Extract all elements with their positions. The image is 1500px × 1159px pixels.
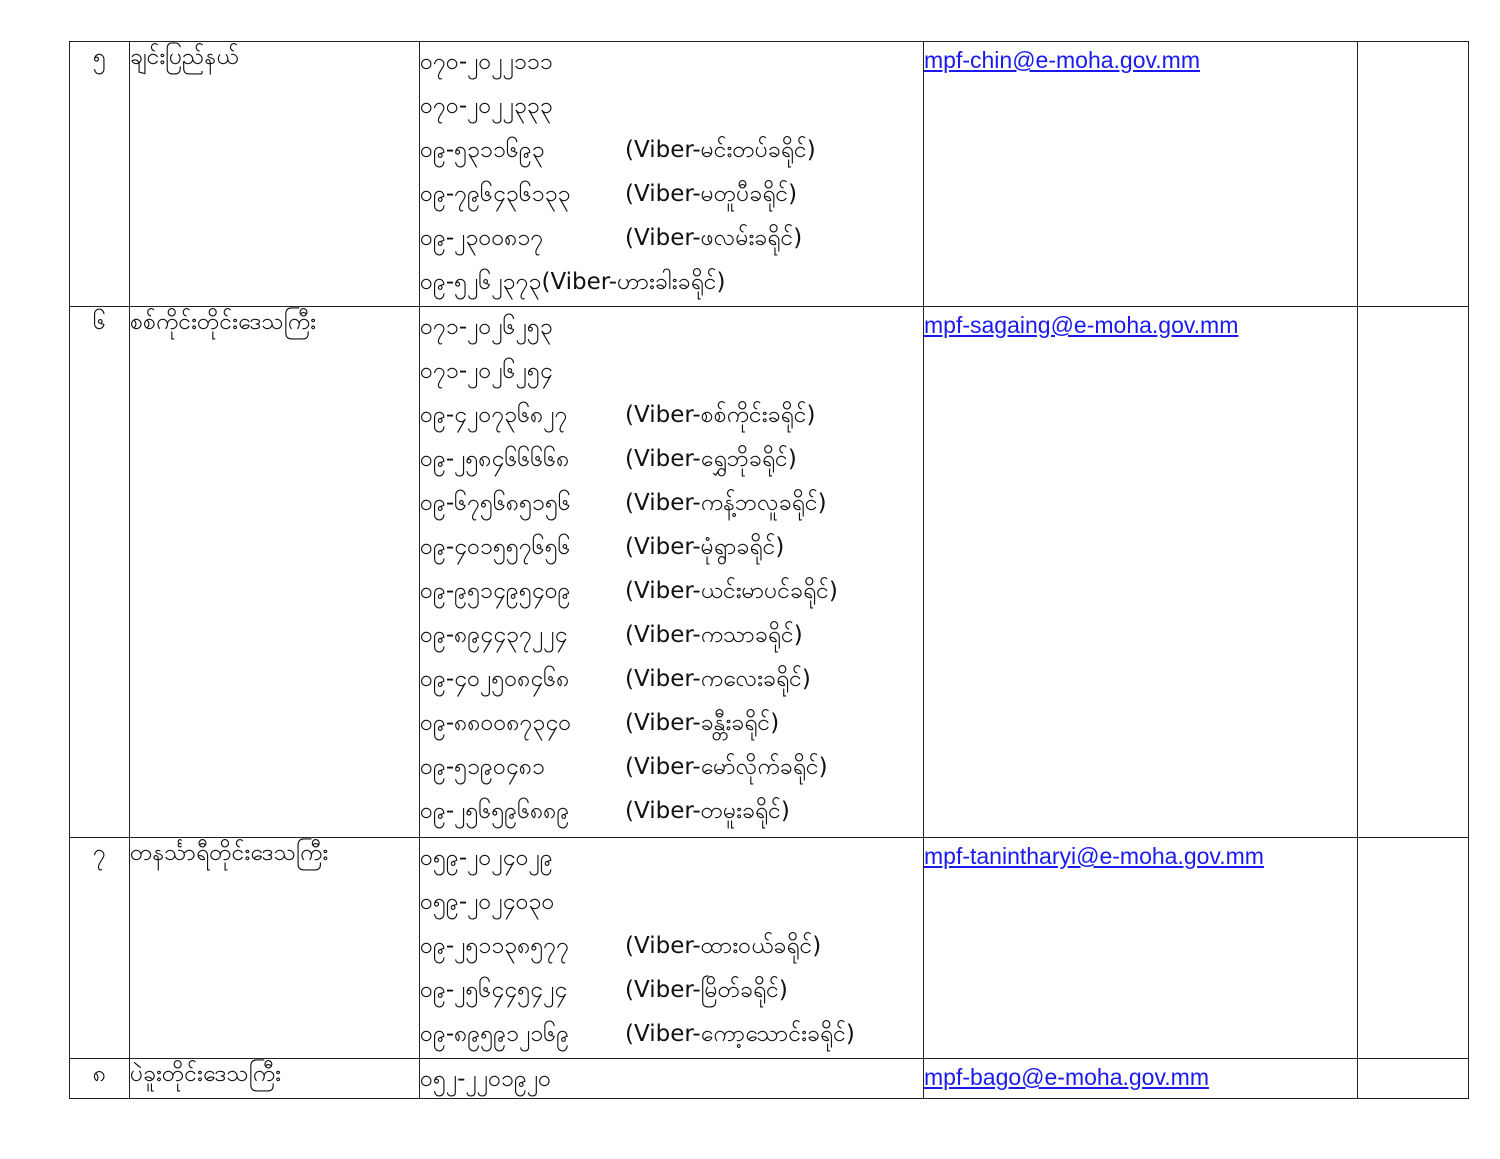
phone-number: ၀၉-၂၅၆၅၉၆၈၈၉ <box>420 798 570 824</box>
phone-number: ၀၉-၄၀၁၅၅၇၆၅၆ <box>420 534 571 560</box>
region-name: တနင်္သာရီတိုင်းဒေသကြီး <box>130 838 420 1059</box>
region-name: စစ်ကိုင်းတိုင်းဒေသကြီး <box>130 307 420 838</box>
email-link[interactable]: mpf-bago@e-moha.gov.mm <box>924 1064 1209 1090</box>
phone-line <box>420 262 923 306</box>
viber-label: (Viber-မော်လိုက်ခရိုင်) <box>625 754 828 780</box>
phone-number: ၀၉-၂၃၀၀၈၁၇ <box>420 225 544 251</box>
phone-number: ၀၅၉-၂၀၂၄၀၃၀ <box>420 889 555 915</box>
phone-number: ၀၇၁-၂၀၂၆၂၅၄ <box>420 358 553 384</box>
phone-number: ၀၉-၂၅၆၄၄၅၄၂၄ <box>420 977 568 1003</box>
email-link[interactable]: mpf-chin@e-moha.gov.mm <box>924 47 1200 73</box>
note-cell <box>1358 1059 1469 1099</box>
phone-number: ၀၇၀-၂၀၂၂၃၃၃ <box>420 93 553 119</box>
phone-number: ၀၉-၈၉၄၄၃၇၂၂၄ <box>420 622 568 648</box>
phone-number: ၀၅၂-၂၂၀၁၉၂၀ <box>420 1066 552 1092</box>
police-contact-table <box>69 41 1469 1099</box>
table-row-bago <box>70 1059 1469 1099</box>
row-number: ၈ <box>70 1059 130 1099</box>
phone-line <box>420 351 923 395</box>
phone-line <box>420 1059 923 1097</box>
phone-line <box>420 571 923 615</box>
phone-line <box>420 307 923 351</box>
viber-label: (Viber-ထားဝယ်ခရိုင်) <box>625 933 822 959</box>
phone-line <box>420 747 923 791</box>
viber-label: (Viber-ဖလမ်းခရိုင်) <box>625 225 803 251</box>
phone-number: ၀၉-၅၂၆၂၃၇၃ <box>420 269 542 295</box>
phone-list <box>420 42 924 307</box>
row-number: ၇ <box>70 838 130 1059</box>
phone-number: ၀၉-၉၅၁၄၉၅၄၀၉ <box>420 578 571 604</box>
phone-line <box>420 659 923 703</box>
viber-label: (Viber-တမူးခရိုင်) <box>625 798 790 824</box>
email-cell <box>924 838 1358 1059</box>
phone-line <box>420 174 923 218</box>
phone-list <box>420 1059 924 1099</box>
viber-label: (Viber-ရွှေဘိုခရိုင်) <box>625 446 797 472</box>
viber-label: (Viber-ဟားခါးခရိုင်) <box>541 269 726 295</box>
viber-label: (Viber-မြိတ်ခရိုင်) <box>625 977 788 1003</box>
note-cell <box>1358 838 1469 1059</box>
phone-number: ၀၉-၈၈၀၀၈၇၃၄၀ <box>420 710 572 736</box>
phone-line <box>420 838 923 882</box>
region-name: ပဲခူးတိုင်းဒေသကြီး <box>130 1059 420 1099</box>
viber-label: (Viber-မတူပီခရိုင်) <box>625 181 798 207</box>
email-cell <box>924 42 1358 307</box>
phone-line <box>420 218 923 262</box>
phone-line <box>420 791 923 835</box>
phone-number: ၀၉-၂၅၈၄၆၆၆၆၈ <box>420 446 570 472</box>
phone-line <box>420 703 923 747</box>
viber-label: (Viber-ကန့်ဘလူခရိုင်) <box>625 490 827 516</box>
viber-label: (Viber-ကလေးခရိုင်) <box>625 666 811 692</box>
region-name: ချင်းပြည်နယ် <box>130 42 420 307</box>
viber-label: (Viber-ခန္တီးခရိုင်) <box>625 710 780 736</box>
row-number: ၆ <box>70 307 130 838</box>
phone-number: ၀၉-၆၇၅၆၈၅၁၅၆ <box>420 490 571 516</box>
phone-number: ၀၉-၅၃၁၁၆၉၃ <box>420 137 545 163</box>
phone-line <box>420 1014 923 1058</box>
phone-number: ၀၇၁-၂၀၂၆၂၅၃ <box>420 314 553 340</box>
phone-number: ၀၉-၇၉၆၄၃၆၁၃၃ <box>420 181 571 207</box>
row-number: ၅ <box>70 42 130 307</box>
viber-label: (Viber-ကော့သောင်းခရိုင်) <box>625 1021 855 1047</box>
phone-line <box>420 926 923 970</box>
phone-line <box>420 130 923 174</box>
phone-number: ၀၉-၄၂၀၇၃၆၈၂၇ <box>420 402 568 428</box>
viber-label: (Viber-ကသာခရိုင်) <box>625 622 803 648</box>
viber-label: (Viber-မုံရွာခရိုင်) <box>625 534 785 560</box>
phone-number: ၀၉-၂၅၁၁၃၈၅၇၇ <box>420 933 570 959</box>
email-link[interactable]: mpf-sagaing@e-moha.gov.mm <box>924 312 1239 338</box>
viber-label: (Viber-ယင်းမာပင်ခရိုင်) <box>625 578 838 604</box>
email-link[interactable]: mpf-tanintharyi@e-moha.gov.mm <box>924 843 1264 869</box>
phone-line <box>420 395 923 439</box>
phone-line <box>420 42 923 86</box>
viber-label: (Viber-စစ်ကိုင်းခရိုင်) <box>625 402 816 428</box>
phone-line <box>420 483 923 527</box>
phone-list <box>420 307 924 838</box>
table-row-tanintharyi <box>70 838 1469 1059</box>
table-row-chin <box>70 42 1469 307</box>
email-cell <box>924 1059 1358 1099</box>
phone-number: ၀၉-၈၉၅၉၁၂၁၆၉ <box>420 1021 570 1047</box>
phone-number: ၀၇၀-၂၀၂၂၁၁၁ <box>420 49 553 75</box>
note-cell <box>1358 307 1469 838</box>
phone-number: ၀၉-၅၁၉၀၄၈၁ <box>420 754 545 780</box>
phone-number: ၀၅၉-၂၀၂၄၀၂၉ <box>420 845 553 871</box>
phone-line <box>420 86 923 130</box>
phone-number: ၀၉-၄၀၂၅၀၈၄၆၈ <box>420 666 570 692</box>
note-cell <box>1358 42 1469 307</box>
viber-label: (Viber-မင်းတပ်ခရိုင်) <box>625 137 816 163</box>
phone-line <box>420 615 923 659</box>
email-cell <box>924 307 1358 838</box>
phone-line <box>420 970 923 1014</box>
phone-line <box>420 882 923 926</box>
table-row-sagaing <box>70 307 1469 838</box>
phone-line <box>420 439 923 483</box>
phone-line <box>420 527 923 571</box>
phone-list <box>420 838 924 1059</box>
